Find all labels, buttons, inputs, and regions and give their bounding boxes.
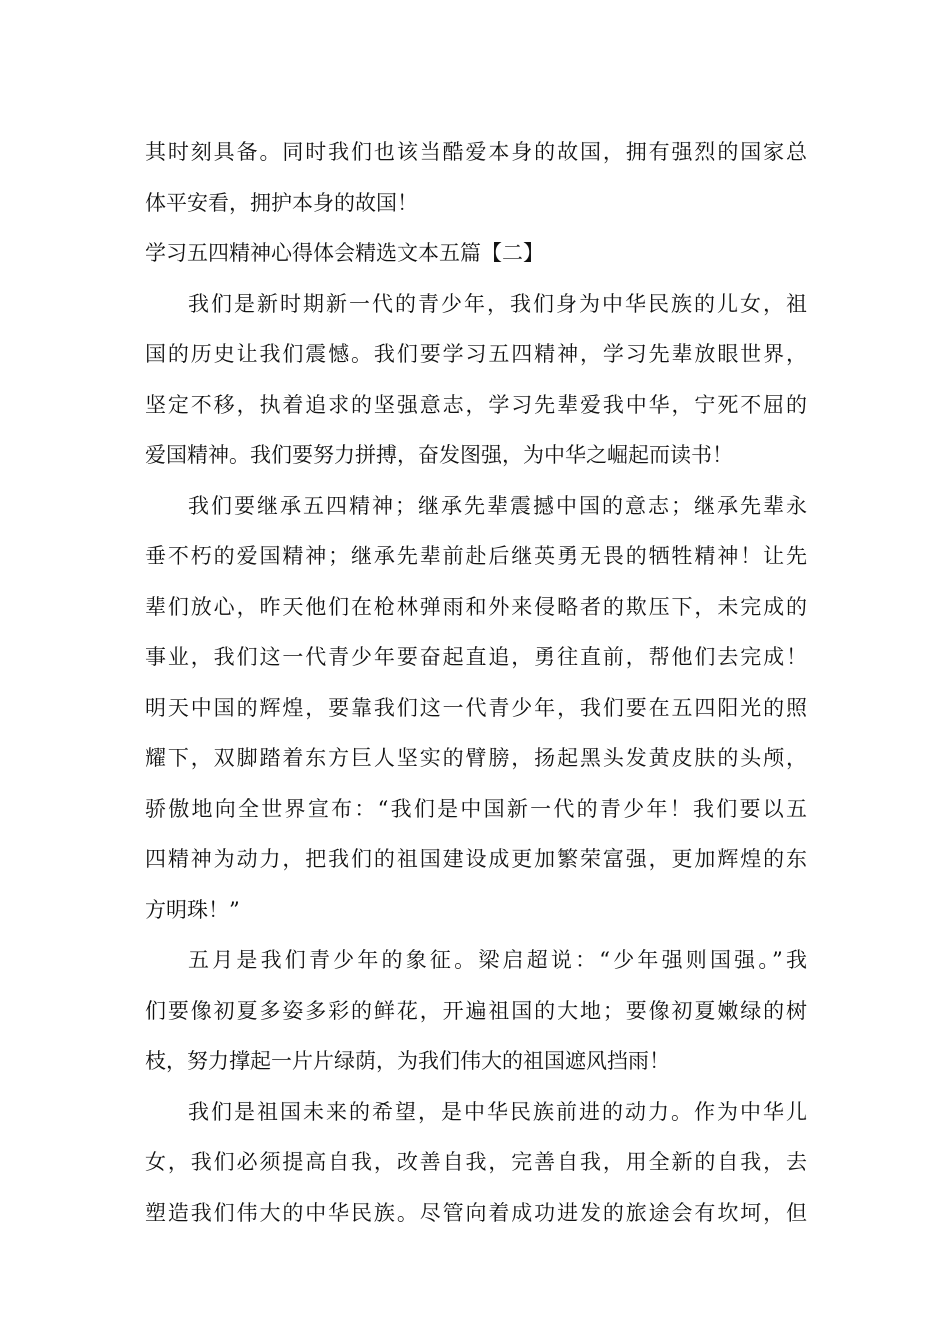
- document-body: [145, 127, 807, 1238]
- text-line: 垂不朽的爱国精神；继承先辈前赴后继英勇无畏的牺牲精神！让先: [145, 544, 807, 568]
- text-line: 四精神为动力，把我们的祖国建设成更加繁荣富强，更加辉煌的东: [145, 847, 807, 871]
- text-line: 事业，我们这一代青少年要奋起直追，勇往直前，帮他们去完成！: [145, 645, 807, 669]
- paragraph-first-line: 五月是我们青少年的象征。梁启超说：“少年强则国强。”我: [188, 948, 807, 972]
- text-line: 其时刻具备。同时我们也该当酷爱本身的故国，拥有强烈的国家总: [145, 140, 807, 164]
- text-line: 方明珠！”: [145, 897, 240, 922]
- section-heading: 学习五四精神心得体会精选文本五篇【二】: [145, 241, 544, 265]
- paragraph-first-line: 我们要继承五四精神；继承先辈震撼中国的意志；继承先辈永: [188, 493, 807, 518]
- paragraph-first-line: 我们是祖国未来的希望，是中华民族前进的动力。作为中华儿: [188, 1099, 807, 1124]
- text-line: 国的历史让我们震憾。我们要学习五四精神，学习先辈放眼世界，: [145, 342, 807, 366]
- text-line: 明天中国的辉煌，要靠我们这一代青少年，我们要在五四阳光的照: [145, 695, 807, 720]
- text-line: 骄傲地向全世界宣布：“我们是中国新一代的青少年！我们要以五: [145, 796, 807, 821]
- text-line: 爱国精神。我们要努力拼搏，奋发图强，为中华之崛起而读书！: [145, 443, 733, 467]
- text-line: 坚定不移，执着追求的坚强意志，学习先辈爱我中华，宁死不屈的: [145, 392, 807, 417]
- text-line: 女，我们必须提高自我，改善自我，完善自我，用全新的自我，去: [145, 1150, 807, 1174]
- text-line: 们要像初夏多姿多彩的鲜花，开遍祖国的大地；要像初夏嫩绿的树: [145, 998, 807, 1023]
- text-line: 耀下，双脚踏着东方巨人坚实的臂膀，扬起黑头发黄皮肤的头颅，: [145, 746, 807, 770]
- text-line: 塑造我们伟大的中华民族。尽管向着成功进发的旅途会有坎坷，但: [145, 1200, 807, 1225]
- paragraph-first-line: 我们是新时期新一代的青少年，我们身为中华民族的儿女，祖: [188, 291, 807, 316]
- text-line: 枝，努力撑起一片片绿荫，为我们伟大的祖国遮风挡雨！: [145, 1049, 670, 1073]
- text-line: 体平安看，拥护本身的故国！: [145, 190, 418, 215]
- text-line: 辈们放心，昨天他们在枪林弹雨和外来侵略者的欺压下，未完成的: [145, 594, 807, 619]
